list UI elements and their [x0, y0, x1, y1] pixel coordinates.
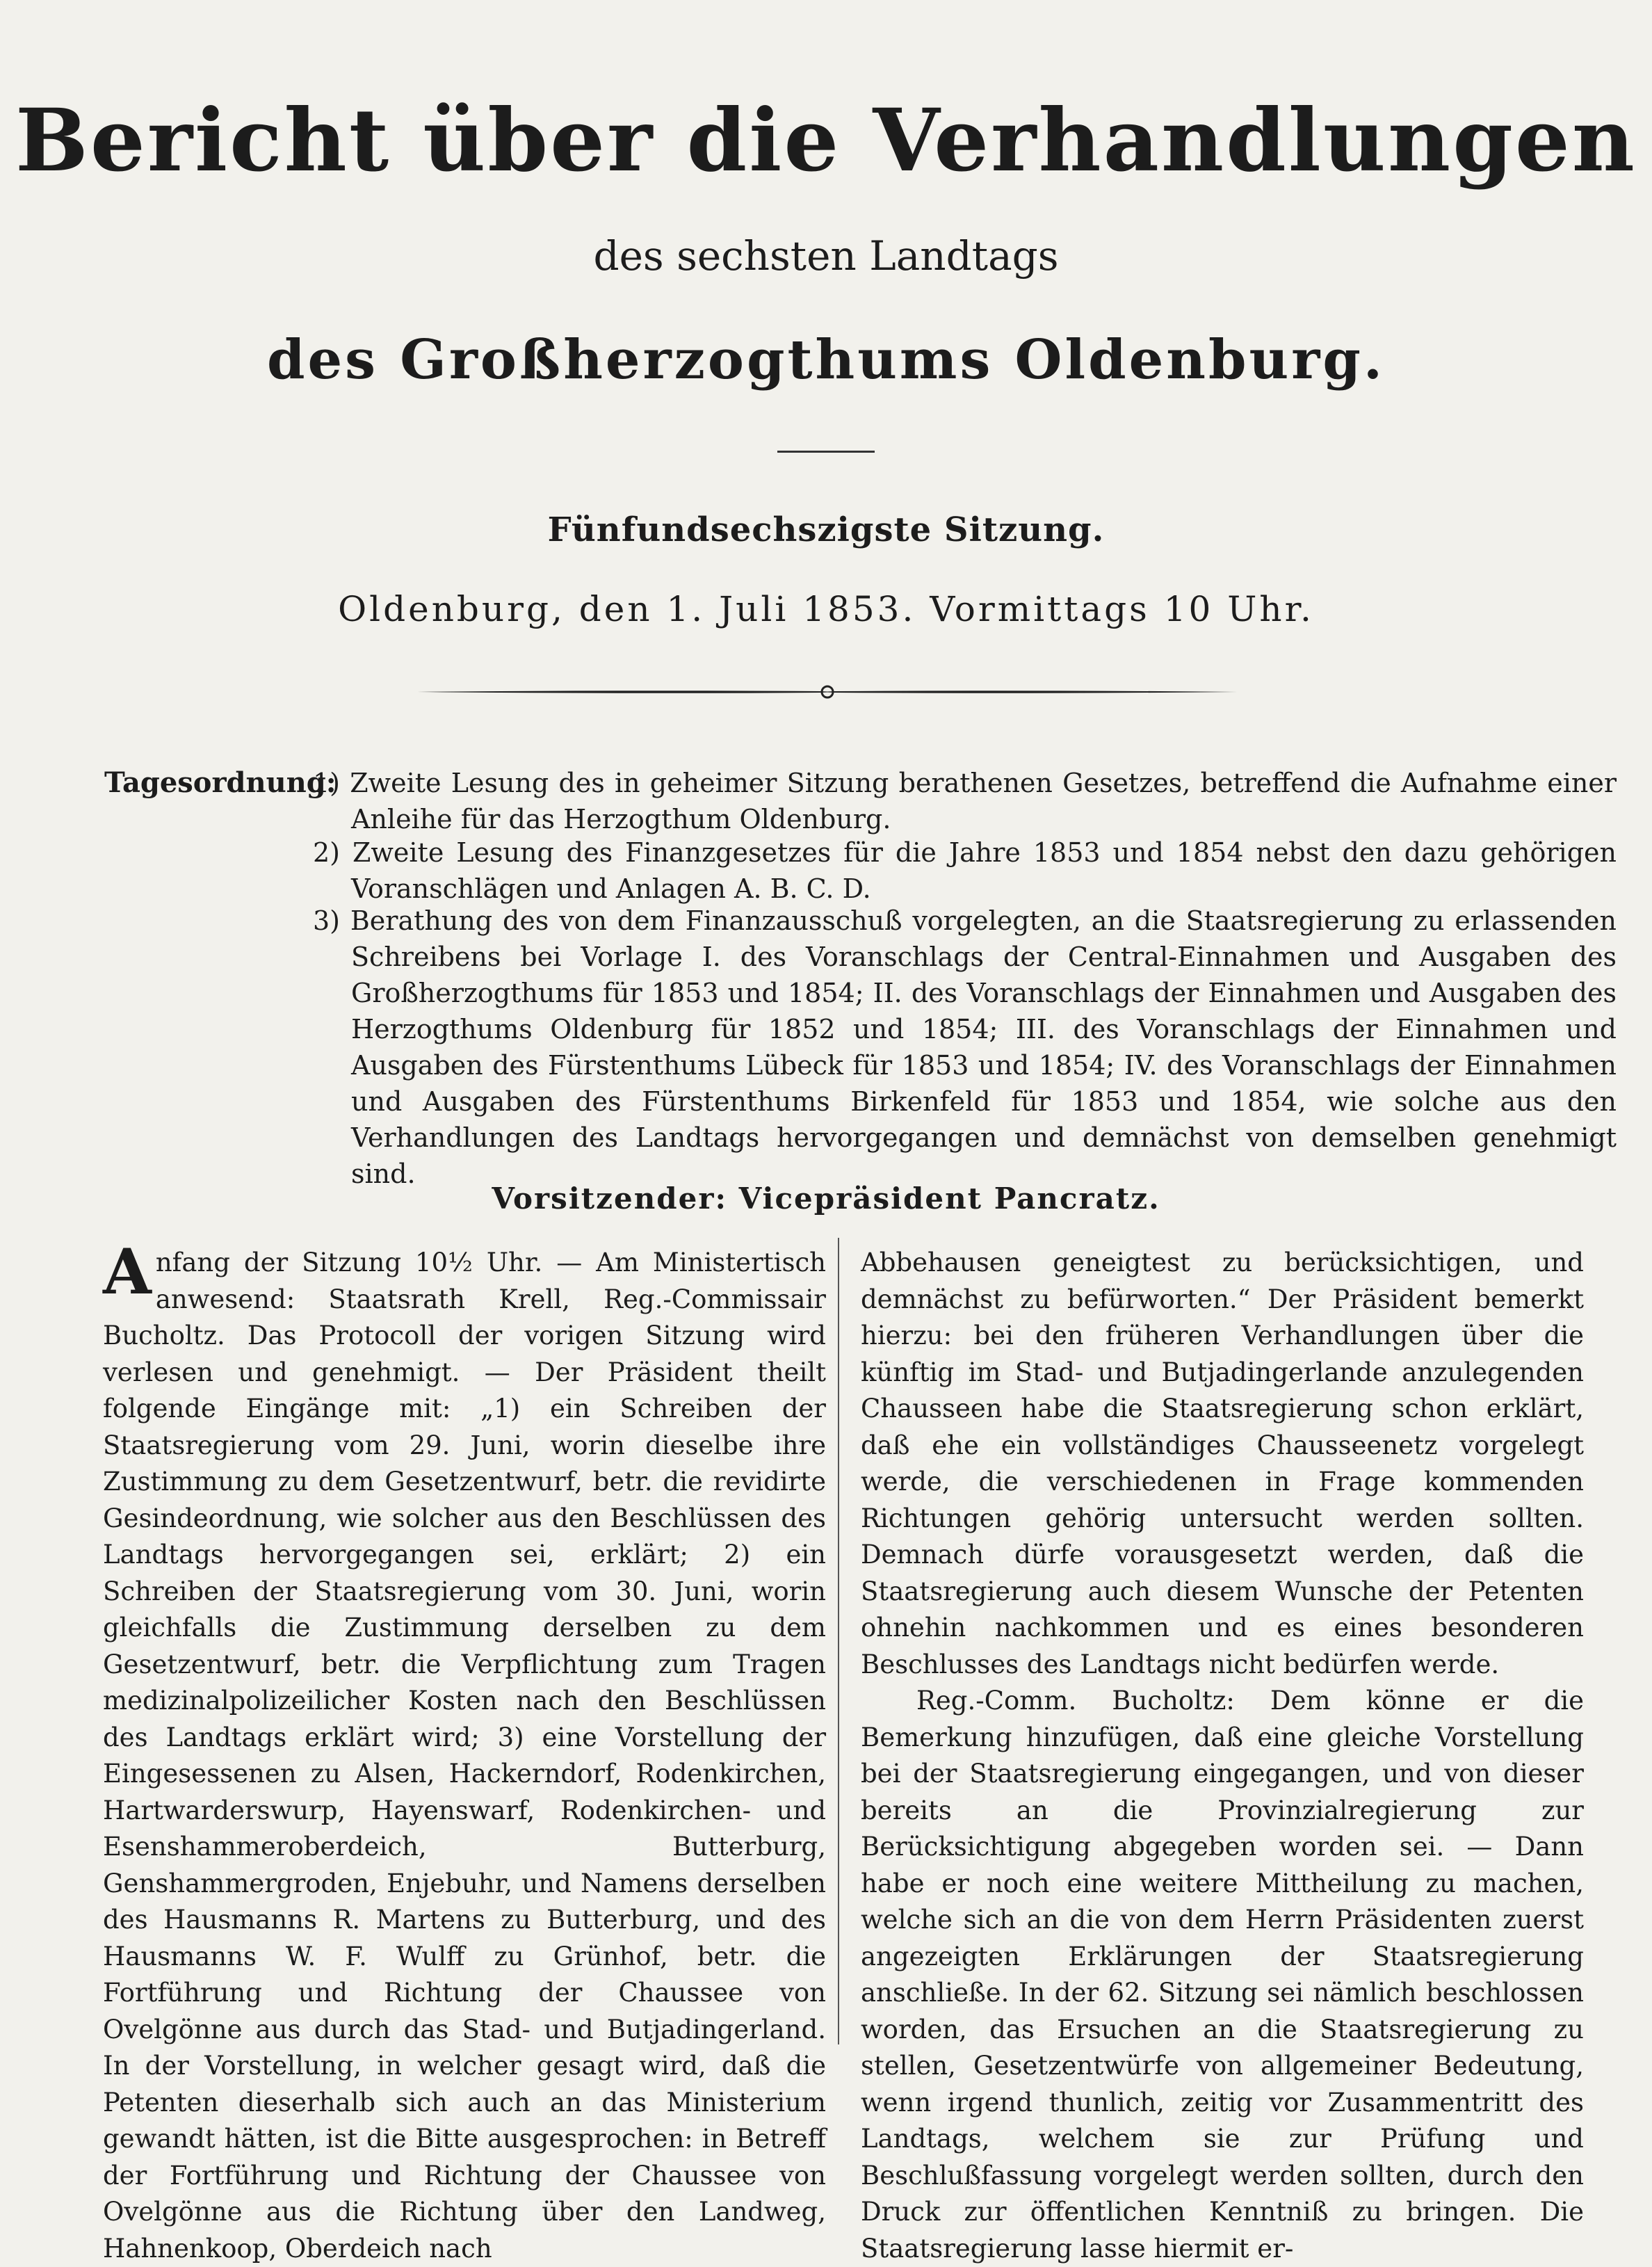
right-column — [861, 1245, 1584, 2267]
left-column — [103, 1235, 826, 2267]
right-column-paragraph-1: Abbehausen geneigtest zu berücksichtigen, und demnächst zu befürworten.“ Der Präsident bemerkt hierzu: bei den früheren Verhandlungen über die künftig im Stad- und Butjadingerlande anzulegenden Chausseen habe die Staatsregierung schon erklärt, daß ehe ein vollständiges Chausseenetz vorgelegt werde, die verschiedenen in Frage kommenden Richtungen gehörig untersucht werden sollten. Demnach dürfe vorausgesetzt werden, daß die Staatsregierung auch diesem Wunsche der Petenten ohnehin nachkommen und es eines besonderen Beschlusses des Landtags nicht bedürfen werde. — [861, 1248, 1584, 1679]
left-column-text: nfang der Sitzung 10½ Uhr. — Am Ministertisch anwesend: Staatsrath Krell, Reg.-Commissair Bucholtz. Das Protocoll der vorigen Sitzung wird verlesen und genehmigt. — Der Präsident theilt folgende Eingänge mit: „1) ein Schreiben der Staatsregierung vom 29. Juni, worin dieselbe ihre Zustimmung zu dem Gesetzentwurf, betr. die revidirte Gesindeordnung, wie solcher aus den Beschlüssen des Landtags hervorgegangen sei, erklärt; 2) ein Schreiben der Staatsregierung vom 30. Juni, worin gleichfalls die Zustimmung derselben zu dem Gesetzentwurf, betr. die Verpflichtung zum Tragen medizinalpolizeilicher Kosten nach den Beschlüssen des Landtags erklärt wird; 3) eine Vorstellung der Eingesessenen zu Alsen, Hackerndorf, Rodenkirchen, Hartwarderswurp, Hayenswarf, Rodenkirchen- und Esenshammeroberdeich, Butterburg, Genshammergroden, Enjebuhr, und Namens derselben des Hausmanns R. Martens zu Butterburg, und des Hausmanns W. F. Wulff zu Grünhof, betr. die Fortführung und Richtung der Chaussee von Ovelgönne aus durch das Stad- und Butjadingerland. In der Vorstellung, in welcher gesagt wird, daß die Petenten dieserhalb sich auch an das Ministerium gewandt hätten, ist die Bitte ausgesprochen: in Betreff der Fortführung und Richtung der Chaussee von Ovelgönne aus die Richtung über den Landweg, Hahnenkoop, Oberdeich nach — [103, 1248, 826, 2264]
title-divider — [777, 451, 875, 453]
agenda-item-2: 2) Zweite Lesung des Finanzgesetzes für die Jahre 1853 und 1854 nebst den dazu gehörigen Voranschlägen und Anlagen A. B. C. D. — [313, 837, 1617, 904]
agenda-item-3: 3) Berathung des von dem Finanzausschuß vorgelegten, an die Staatsregierung zu erlassenden Schreibens bei Vorlage I. des Voranschlags der Central-Einnahmen und Ausgaben des Großherzogthums für 1853 und 1854; II. des Voranschlags der Einnahmen und Ausgaben des Herzogthums Oldenburg für 1852 und 1854; III. des Voranschlags der Einnahmen und Ausgaben des Fürstenthums Lübeck für 1853 und 1854; IV. des Voranschlags der Einnahmen und Ausgaben des Fürstenthums Birkenfeld für 1853 und 1854, wie solche aus den Verhandlungen des Landtags hervorgegangen und demnächst von demselben genehmigt sind. — [313, 905, 1617, 1189]
report-title: Bericht über die Verhandlungen — [15, 90, 1637, 191]
agenda-label: Tagesordnung: — [104, 766, 337, 799]
report-subtitle-landtag: des sechsten Landtags — [593, 232, 1059, 280]
drop-cap: A — [103, 1235, 152, 1309]
dateline: Oldenburg, den 1. Juli 1853. Vormittags 10 Uhr. — [338, 589, 1314, 629]
session-heading: Fünfundsechszigste Sitzung. — [547, 510, 1105, 549]
agenda-item-1: 1) Zweite Lesung des in geheimer Sitzung berathenen Gesetzes, betreffend die Aufnahme einer Anleihe für das Herzogthum Oldenburg. — [313, 768, 1617, 834]
column-divider — [838, 1238, 839, 2044]
report-subtitle-state: des Großherzogthums Oldenburg. — [266, 328, 1386, 392]
chair-line: Vorsitzender: Vicepräsident Pancratz. — [492, 1181, 1160, 1216]
right-column-paragraph-2: Reg.-Comm. Bucholtz: Dem könne er die Bemerkung hinzufügen, daß eine gleiche Vorstellung bei der Staatsregierung eingegangen, und von dieser bereits an die Provinzialregierung zur Berücksichtigung abgegeben worden sei. — Dann habe er noch eine weitere Mittheilung zu machen, welche sich an die von dem Herrn Präsidenten zuerst angezeigten Erklärungen der Staatsregierung anschließe. In der 62. Sitzung sei nämlich beschlossen worden, das Ersuchen an die Staatsregierung zu stellen, Gesetzentwürfe von allgemeiner Bedeutung, wenn irgend thunlich, zeitig vor Zusammentritt des Landtags, welchem sie zur Prüfung und Beschlußfassung vorgelegt werden sollten, durch den Druck zur öffentlichen Kenntniß zu bringen. Die Staatsregierung lasse hiermit er- — [861, 1686, 1584, 2264]
ornamental-rule — [417, 681, 1238, 702]
